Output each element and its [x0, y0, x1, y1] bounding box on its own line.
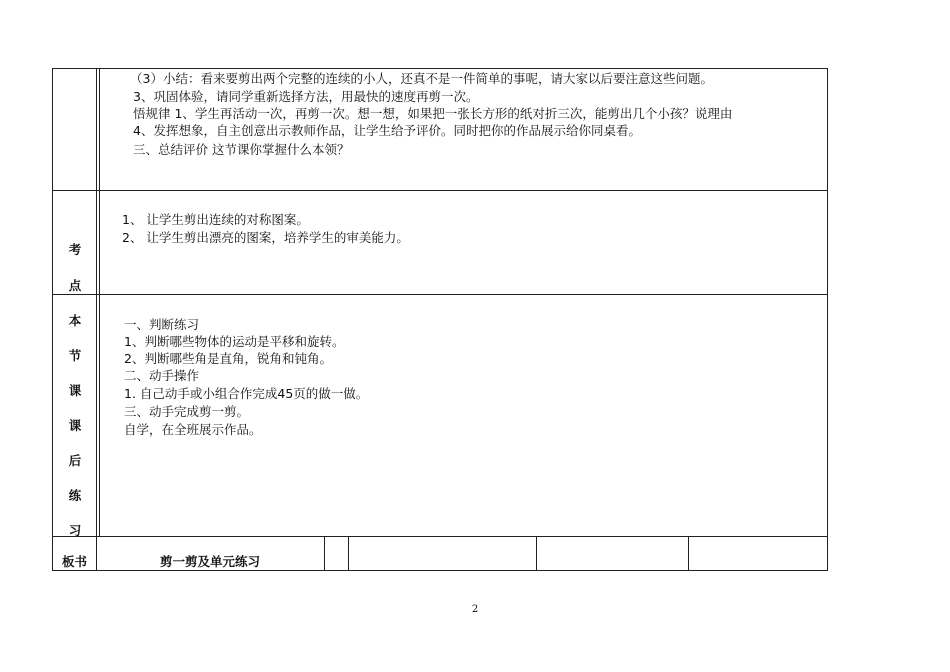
- board-col-divider-4: [688, 536, 689, 571]
- board-col-divider-3: [536, 536, 537, 571]
- top-line-5: 三、总结评价 这节课你掌握什么本领？: [133, 142, 350, 157]
- homework-line-1: 一、判断练习: [124, 317, 200, 332]
- board-title: 剪一剪及单元练习: [160, 554, 261, 569]
- kaodian-label-char-1: 考: [68, 242, 82, 257]
- board-col-divider-1: [324, 536, 325, 571]
- homework-label-char-2: 节: [68, 348, 82, 363]
- homework-label-char-4: 课: [68, 418, 82, 433]
- homework-label-char-1: 本: [68, 313, 82, 328]
- top-line-3: 悟规律 1、学生再活动一次，再剪一次。想一想，如果把一张长方形的纸对折三次，能剪出几个小孩？说理由: [133, 106, 733, 121]
- board-col-divider-2: [348, 536, 349, 571]
- top-line-2: 3、巩固体验，请同学重新选择方法，用最快的速度再剪一次。: [133, 89, 479, 104]
- homework-line-6: 三、动手完成剪一剪。: [124, 404, 250, 419]
- homework-line-2: 1、判断哪些物体的运动是平移和旋转。: [124, 334, 345, 349]
- row-divider-1: [52, 190, 828, 191]
- homework-line-7: 自学，在全班展示作品。: [124, 422, 262, 437]
- label-column-divider-inner: [99, 68, 100, 536]
- row-divider-2: [52, 294, 828, 295]
- homework-line-5: 1. 自己动手或小组合作完成45页的做一做。: [124, 386, 369, 401]
- homework-label-char-3: 课: [68, 383, 82, 398]
- homework-line-3: 2、判断哪些角是直角，锐角和钝角。: [124, 351, 332, 366]
- homework-label-char-5: 后: [68, 453, 82, 468]
- kaodian-line-2: 2、 让学生剪出漂亮的图案，培养学生的审美能力。: [122, 230, 409, 245]
- page-number: 2: [471, 604, 479, 615]
- kaodian-line-1: 1、 让学生剪出连续的对称图案。: [122, 212, 309, 227]
- homework-label-char-6: 练: [68, 488, 82, 503]
- row-divider-3: [52, 536, 828, 537]
- top-line-4: 4、发挥想象，自主创意出示教师作品，让学生给予评价。同时把你的作品展示给你同桌看。: [133, 123, 641, 138]
- homework-line-4: 二、动手操作: [124, 368, 200, 383]
- kaodian-label-char-2: 点: [68, 278, 82, 293]
- homework-label-char-7: 习: [68, 523, 82, 538]
- top-line-1: （3）小结：看来要剪出两个完整的连续的小人，还真不是一件简单的事呢，请大家以后要注意这些问题。: [130, 71, 713, 86]
- board-label: 板书: [62, 554, 88, 569]
